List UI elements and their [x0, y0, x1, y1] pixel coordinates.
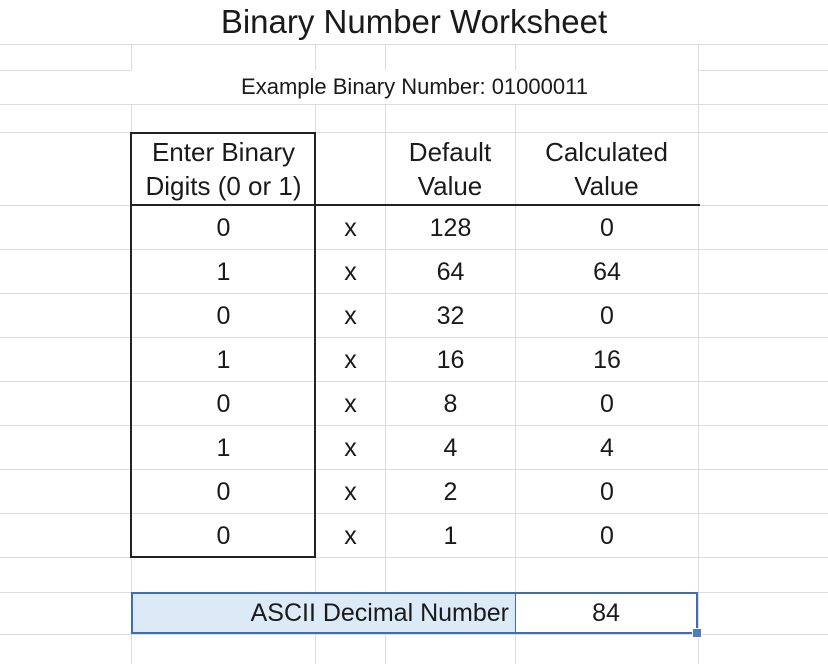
- default-value-cell[interactable]: 32: [436, 301, 465, 330]
- header-binary-line1: Enter Binary: [151, 137, 296, 167]
- page-title: Binary Number Worksheet: [220, 3, 608, 40]
- ascii-decimal-label[interactable]: ASCII Decimal Number: [250, 599, 509, 627]
- calculated-value-cell[interactable]: 0: [600, 213, 614, 242]
- fill-handle[interactable]: [692, 628, 702, 638]
- calculated-value-cell[interactable]: 16: [593, 345, 621, 374]
- header-calc-line1: Calculated: [545, 137, 668, 167]
- gridline: [315, 104, 316, 132]
- multiply-sign[interactable]: x: [344, 257, 357, 286]
- default-value-cell[interactable]: 1: [443, 521, 458, 550]
- binary-digit-cell[interactable]: 0: [216, 389, 231, 418]
- default-value-cell[interactable]: 16: [436, 345, 465, 374]
- multiply-sign[interactable]: x: [344, 389, 357, 418]
- ascii-decimal-value[interactable]: 84: [592, 599, 620, 627]
- binary-digit-cell[interactable]: 0: [216, 213, 231, 242]
- multiply-sign[interactable]: x: [344, 301, 357, 330]
- default-value-cell[interactable]: 128: [429, 213, 472, 242]
- header-default-value[interactable]: [385, 134, 515, 204]
- default-value-cell[interactable]: 2: [443, 477, 458, 506]
- multiply-sign[interactable]: x: [344, 477, 357, 506]
- gridline: [698, 44, 699, 664]
- gridline: [515, 44, 516, 70]
- multiply-sign[interactable]: x: [344, 521, 357, 550]
- gridline: [515, 104, 516, 132]
- calculated-value-cell[interactable]: 64: [593, 257, 621, 286]
- header-calc-line2: Value: [574, 171, 639, 201]
- binary-digit-cell[interactable]: 0: [216, 521, 231, 550]
- header-binary-line2: Digits (0 or 1): [145, 171, 302, 201]
- calculated-value-cell[interactable]: 4: [600, 433, 614, 462]
- gridline: [0, 44, 828, 45]
- gridline: [0, 132, 828, 133]
- default-value-cell[interactable]: 64: [436, 257, 465, 286]
- default-value-cell[interactable]: 4: [443, 433, 458, 462]
- binary-digit-cell[interactable]: 1: [216, 345, 231, 374]
- multiply-sign[interactable]: x: [344, 213, 357, 242]
- example-binary-number[interactable]: Example Binary Number: 01000011: [131, 70, 698, 104]
- gridline: [385, 104, 386, 132]
- binary-digit-cell[interactable]: 1: [216, 433, 231, 462]
- calculated-value-cell[interactable]: 0: [600, 477, 614, 506]
- gridline: [385, 44, 386, 70]
- calculated-value-cell[interactable]: 0: [600, 389, 614, 418]
- gridline: [0, 557, 828, 558]
- calculated-value-cell[interactable]: 0: [600, 521, 614, 550]
- binary-digit-cell[interactable]: 0: [216, 301, 231, 330]
- header-binary-digits[interactable]: [132, 134, 315, 204]
- gridline: [0, 104, 828, 105]
- gridline: [315, 44, 316, 70]
- header-default-line1: Default: [408, 137, 492, 167]
- gridline: [0, 634, 828, 635]
- header-calculated-value[interactable]: [515, 134, 698, 204]
- binary-digit-cell[interactable]: 1: [216, 257, 231, 286]
- multiply-sign[interactable]: x: [344, 433, 357, 462]
- multiply-sign[interactable]: x: [344, 345, 357, 374]
- calculated-value-cell[interactable]: 0: [600, 301, 614, 330]
- header-default-line2: Value: [417, 171, 483, 201]
- default-value-cell[interactable]: 8: [443, 389, 458, 418]
- binary-digit-cell[interactable]: 0: [216, 477, 231, 506]
